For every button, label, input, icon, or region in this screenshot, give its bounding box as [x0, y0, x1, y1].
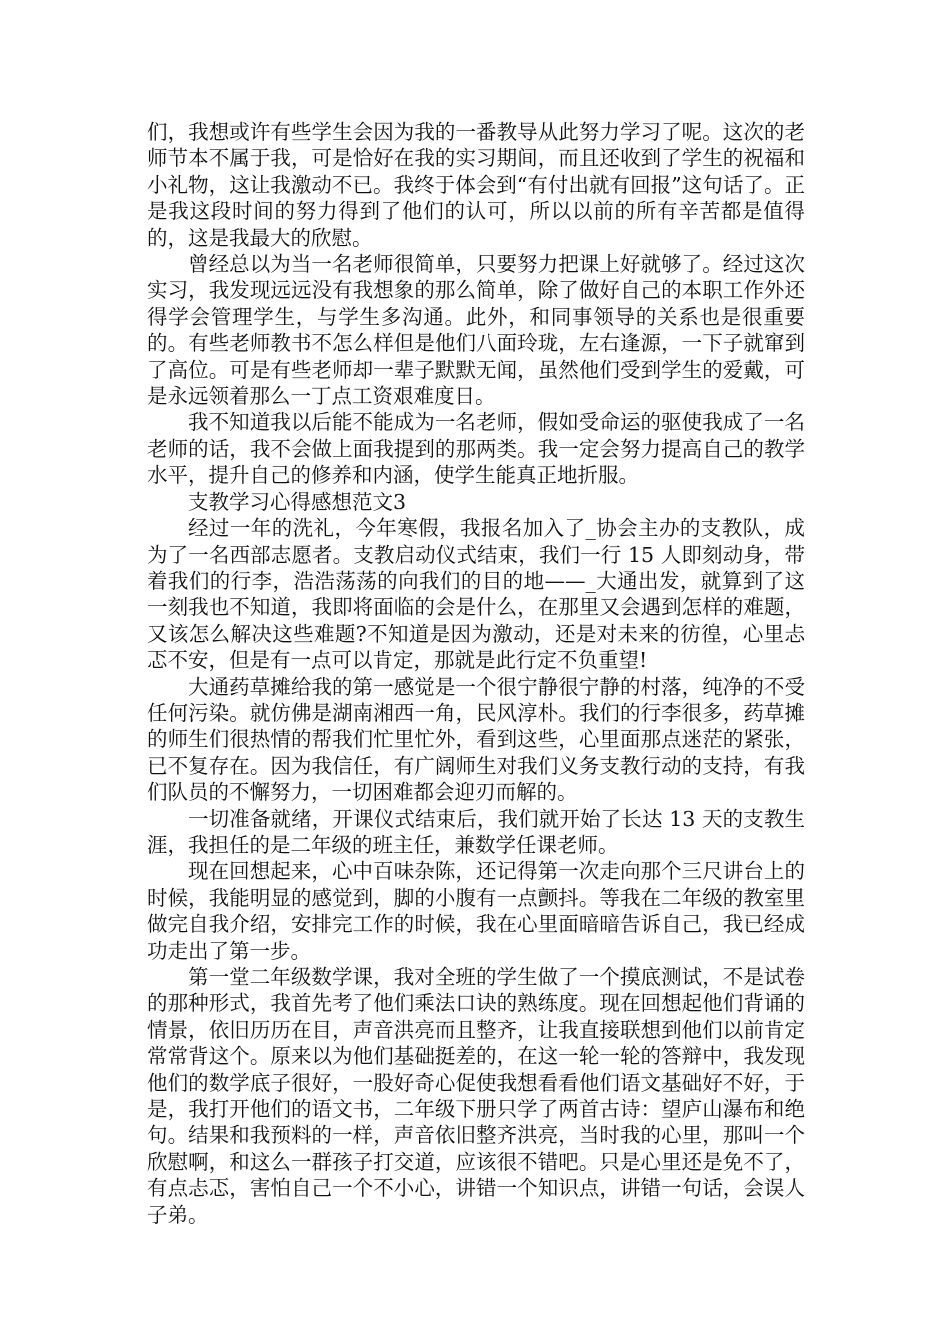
paragraph: 们，我想或许有些学生会因为我的一番教导从此努力学习了呢。这次的老师节本不属于我，可是恰好在我的实习期间，而且还收到了学生的祝福和小礼物，这让我激动不已。我终于体会到“有付出就有回报”这句话了。正是我这段时间的努力得到了他们的认可，所以以前的所有辛苦都是值得的，这是我最大的欣慰。: [147, 120, 805, 250]
paragraph: 我不知道我以后能不能成为一名老师，假如受命运的驱使我成了一名老师的话，我不会做上面我提到的那两类。我一定会努力提高自己的教学水平，提升自己的修养和内涵，使学生能真正地折服。: [147, 410, 805, 488]
paragraph: 大通药草摊给我的第一感觉是一个很宁静很宁静的村落，纯净的不受任何污染。就仿佛是湖南湘西一角，民风淳朴。我们的行李很多，药草摊的师生们很热情的帮我们忙里忙外，看到这些，心里面那点迷茫的紧张，已不复存在。因为我信任，有广阔师生对我们义务支教行动的支持，有我们队员的不懈努力，一切困难都会迎刃而解的。: [147, 674, 805, 805]
paragraph: 第一堂二年级数学课，我对全班的学生做了一个摸底测试，不是试卷的那种形式，我首先考了他们乘法口诀的熟练度。现在回想起他们背诵的情景，依旧历历在目，声音洪亮而且整齐，让我直接联想到他们以前肯定常常背这个。原来以为他们基础挺差的，在这一轮一轮的答辩中，我发现他们的数学底子很好，一股好奇心促使我想看看他们语文基础好不好，于是，我打开他们的语文书，二年级下册只学了两首古诗：望庐山瀑布和绝句。结果和我预料的一样，声音依旧整齐洪亮，当时我的心里，那叫一个欣慰啊，和这么一群孩子打交道，应该很不错吧。只是心里还是免不了，有点忐忑，害怕自己一个不小心，讲错一个知识点，讲错一句话，会误人子弟。: [147, 965, 805, 1227]
document-body: [147, 119, 805, 1228]
paragraph: 一切准备就绪，开课仪式结束后，我们就开始了长达 13 天的支教生涯，我担任的是二年级的班主任，兼数学任课老师。: [147, 806, 805, 857]
paragraph: 现在回想起来，心中百味杂陈，还记得第一次走向那个三尺讲台上的时候，我能明显的感觉到，脚的小腹有一点颤抖。等我在二年级的教室里做完自我介绍，安排完工作的时候，我在心里面暗暗告诉自己，我已经成功走出了第一步。: [147, 859, 805, 963]
section-heading: 支教学习心得感想范文3: [188, 489, 407, 514]
paragraph: 曾经总以为当一名老师很简单，只要努力把课上好就够了。经过这次实习，我发现远远没有我想象的那么简单，除了做好自己的本职工作外还得学会管理学生，与学生多沟通。此外，和同事领导的关系也是很重要的。有些老师教书不怎么样但是他们八面玲珑，左右逢源，一下子就窜到了高位。可是有些老师却一辈子默默无闻，虽然他们受到学生的爱戴，可是永远领着那么一丁点工资艰难度日。: [147, 252, 805, 409]
paragraph: 经过一年的洗礼，今年寒假，我报名加入了_协会主办的支教队，成为了一名西部志愿者。支教启动仪式结束，我们一行 15 人即刻动身，带着我们的行李，浩浩荡荡的向我们的目的地——_大通出发，就算到了这一刻我也不知道，我即将面临的会是什么，在那里又会遇到怎样的难题，又该怎么解决这些难题?不知道是因为激动，还是对未来的彷徨，心里忐忑不安，但是有一点可以肯定，那就是此行定不负重望!: [147, 516, 805, 673]
